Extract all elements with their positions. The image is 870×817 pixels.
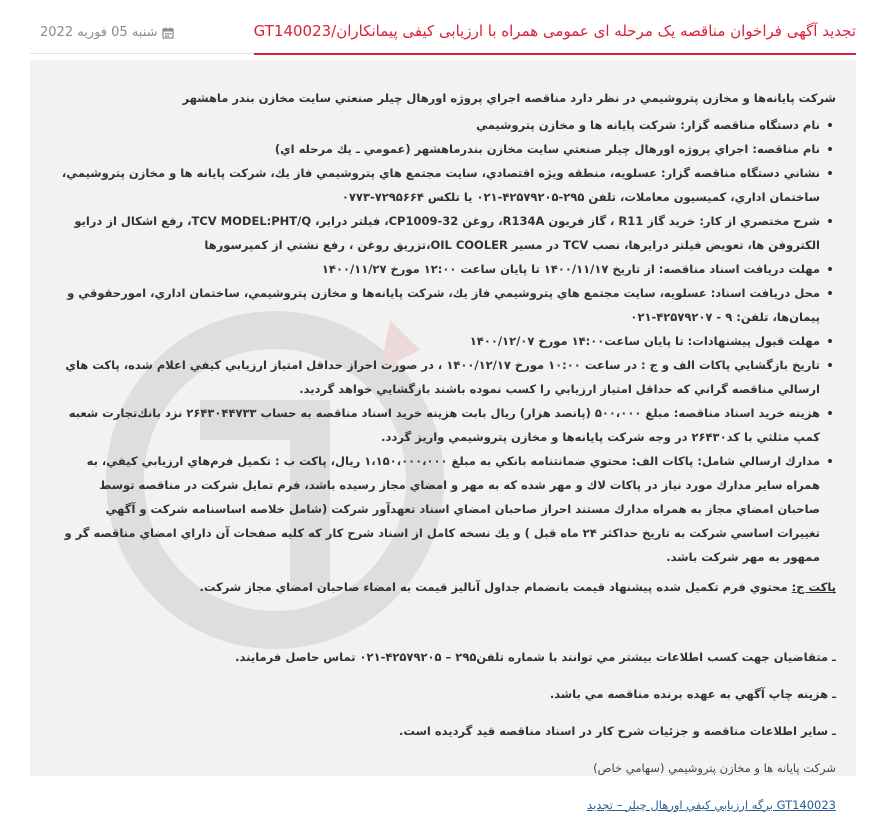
list-item: مهلت دريافت اسناد مناقصه: از تاريخ ۱۴۰۰/۱۱/۱۷ تا پايان ساعت ۱۲:۰۰ مورخ ۱۴۰۰/۱۱/۲۷ [60, 257, 820, 281]
note-contact: ـ متقاضيان جهت كسب اطلاعات بيشتر مي توانند با شماره تلفن۲۹۵ – ۴۲۵۷۹۲۰۵-۰۲۱ تماس حاصل فرمايند. [235, 649, 836, 664]
list-item: نام دستگاه مناقصه گزار: شركت پايانه ها و مخازن پتروشيمي [60, 113, 820, 137]
article-body [30, 60, 856, 812]
list-item: مدارك ارسالي شامل: پاكات الف: محتوي ضمانتنامه بانكي به مبلغ ۱،۱۵۰،۰۰۰،۰۰۰ ريال، پاكت ب : تكميل فرم‌هاي ارزيابي كيفي، به همراه ساير مدارك مورد نياز در پاكات لاك و مهر شده كه به مهر و امضاي مجاز رسيده باشد، فرم تمايل شركت در مناقصه توسط صاحبان امضاي مجاز به همراه مدارك مستند احراز صاحبان امضاي اسناد تعهدآور شركت (شامل خلاصه اساسنامه شركت و آگهي تغييرات اساسي شركت به تاريخ حداكثر ۲۴ ماه قبل ) و يك نسخه كامل از اسناد شرح كار كه كليه صفحات آن داراي امضاي مناقصه گر و ممهور به مهر شركت باشد. [60, 449, 820, 569]
note-other-info: ـ ساير اطلاعات مناقصه و جزئيات شرح كار در اسناد مناقصه قيد گرديده است. [399, 723, 836, 738]
packet-c-text: محتوي فرم تكميل شده پيشنهاد قيمت بانضمام جداول آناليز قيمت به امضاء صاحبان امضاي مجاز شركت. [199, 580, 792, 594]
note-print-cost: ـ هزينه چاپ آگهي به عهده برنده مناقصه مي باشد. [549, 686, 836, 701]
calendar-icon [162, 27, 174, 39]
tender-ad [60, 86, 836, 817]
list-item: مهلت قبول پيشنهادات: تا پايان ساعت۱۴:۰۰ مورخ ۱۴۰۰/۱۲/۰۷ [60, 329, 820, 353]
packet-c-label: پاكت ج: [791, 580, 836, 594]
list-item: نشاني دستگاه مناقصه گزار: عسلويه، منطقه ويژه اقتصادي، سايت مجتمع هاي پتروشيمي فاز يك، شركت پايانه ها و مخازن پتروشيمي، ساختمان اداري، كميسيون معاملات، تلفن ۲۹۵-۴۲۵۷۹۲۰۵-۰۲۱ يا تلكس ۷۲۹۵۶۶۴-۰۷۷۳ [60, 161, 820, 209]
company-signature: شركت پايانه ها و مخازن پتروشيمي (سهامي خاص) [593, 760, 836, 775]
list-item: تاريخ بازگشايي پاكات الف و ج : در ساعت ۱۰:۰۰ مورخ ۱۴۰۰/۱۲/۱۷ ، در صورت احراز حداقل امتياز ارزيابي كيفي اعلام شده، پاكت هاي ارسالي مناقصه گراني كه حداقل امتياز ارزيابي را كسب نموده باشند بازگشايي خواهد گرديد. [60, 353, 820, 401]
tender-details-list [60, 113, 836, 569]
list-item: هزينه خريد اسناد مناقصه: مبلغ ۵۰۰،۰۰۰ (پانصد هزار) ريال بابت هزينه خريد اسناد مناقصه به حساب ۲۶۴۳۰۴۴۷۳۳ نزد بانك‌تجارت شعبه كمپ مثلثي با كد۲۶۴۳۰ در وجه شركت پايانه‌ها و مخازن پتروشيمي واريز گردد. [60, 401, 820, 449]
spacer [60, 611, 836, 645]
publish-date-text: شنبه 05 فوریه 2022 [40, 25, 158, 40]
page-title: تجدید آگهی فراخوان مناقصه یک مرحله ای عمومی همراه با ارزیابی کیفی پیمانکاران/GT140023 [254, 22, 856, 55]
ad-intro: شركت پايانه‌ها و مخازن پتروشيمي در نظر دارد مناقصه اجراي پروژه اورهال چيلر صنعتي سايت مخازن بندر ماهشهر [182, 91, 836, 105]
evaluation-form-link[interactable]: GT140023 برگه ارزيابي كيفي اورهال چيلر – تجديد [587, 797, 836, 812]
packet-c-paragraph [60, 575, 836, 599]
list-item: نام مناقصه: اجراي پروژه اورهال چيلر صنعتي سايت مخازن بندرماهشهر (عمومي ـ يك مرحله اي) [60, 137, 820, 161]
article-header [30, 14, 856, 54]
list-item: محل دريافت اسناد: عسلويه، سايت مجتمع هاي پتروشيمي فاز يك، شركت پايانه‌ها و مخازن پتروشيمي، ساختمان اداري، امورحقوقي و پيمان‌ها، تلفن: ۹ - ۴۲۵۷۹۲۰۷-۰۲۱ [60, 281, 820, 329]
publish-date [40, 25, 174, 40]
list-item: شرح مختصري از كار: خريد گاز R11 ، گاز فريون R134A، روغن CP1009-32، فيلتر دراير، TCV MODEL:PHT/Q، رفع اشكال از درايو الكتروفن ها، تعويض فيلتر دراير‌ها، نصب TCV در مسير OIL COOLER،تزريق روغن ، رفع نشتي از كمپرسورها [60, 209, 820, 257]
